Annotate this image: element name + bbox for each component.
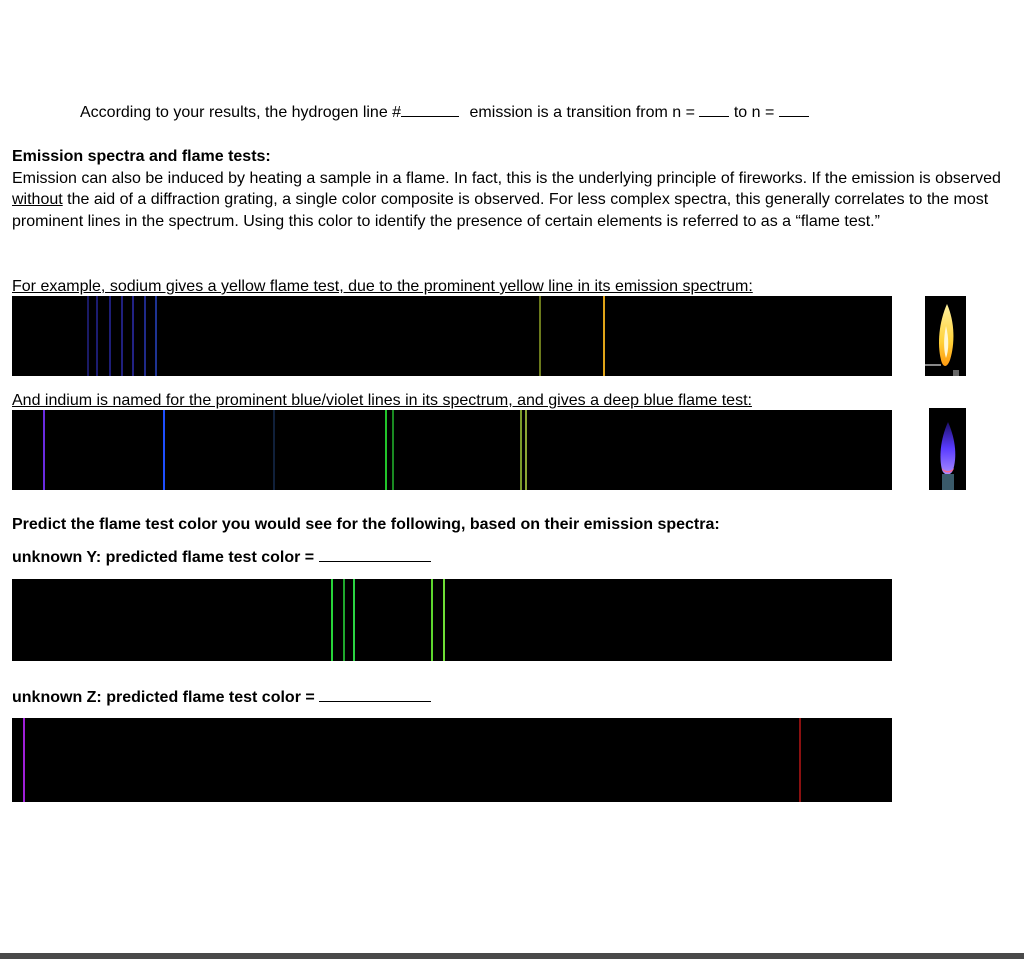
indium-emission-line [385, 410, 387, 490]
unknown-y-emission-line [331, 579, 333, 661]
indium-emission-line [392, 410, 394, 490]
n-final-blank[interactable] [779, 116, 809, 117]
body-text-1: Emission can also be induced by heating a sample in a flame. In fact, this is the underlying principle of fireworks. If the emission is observed [12, 169, 1001, 187]
sodium-emission-line [96, 296, 98, 376]
unknown-z-spectrum [12, 718, 892, 802]
bottom-scrollbar-track[interactable] [0, 953, 1024, 959]
unknown-y-emission-line [343, 579, 345, 661]
prediction-heading: Predict the flame test color you would see for the following, based on their emission spectra: [12, 516, 720, 533]
sodium-emission-line [109, 296, 111, 376]
unknown-y-spectrum [12, 579, 892, 661]
sodium-emission-line [87, 296, 89, 376]
question-part3: to n = [733, 104, 775, 121]
indium-emission-line [273, 410, 275, 490]
unknown-y-emission-line [353, 579, 355, 661]
underlined-word: without [12, 191, 63, 208]
unknown-z-emission-line [799, 718, 801, 802]
unknown-y-label: unknown Y: predicted flame test color = [12, 549, 315, 566]
unknown-z-emission-line [23, 718, 25, 802]
indium-flame-image [929, 408, 966, 490]
unknown-y-row [12, 547, 431, 569]
indium-emission-line [43, 410, 45, 490]
unknown-y-emission-line [431, 579, 433, 661]
section-heading: Emission spectra and flame tests: [12, 148, 271, 165]
sodium-emission-line [539, 296, 541, 376]
sodium-emission-line [144, 296, 146, 376]
body-text-2: the aid of a diffraction grating, a single color composite is observed. For less complex spectra, this generally correlates to the most prominent lines in the spectrum. Using this color to identify the presence of certain elements is referred to as a “flame test.” [12, 191, 989, 230]
sodium-emission-line [132, 296, 134, 376]
question-part2: emission is a transition from n = [469, 104, 695, 121]
indium-spectrum [12, 410, 892, 490]
sodium-spectrum [12, 296, 892, 376]
question-line [80, 102, 809, 124]
sodium-emission-line [155, 296, 157, 376]
unknown-z-label: unknown Z: predicted flame test color = [12, 689, 315, 706]
indium-emission-line [525, 410, 527, 490]
sodium-caption: For example, sodium gives a yellow flame test, due to the prominent yellow line in its emission spectrum: [12, 278, 753, 295]
n-initial-blank[interactable] [699, 116, 729, 117]
indium-emission-line [520, 410, 522, 490]
indium-emission-line [163, 410, 165, 490]
section-body [12, 168, 1017, 233]
unknown-y-emission-line [443, 579, 445, 661]
unknown-z-row [12, 687, 431, 709]
sodium-flame-image [925, 296, 966, 376]
sodium-emission-line [603, 296, 605, 376]
question-part1: According to your results, the hydrogen line # [80, 104, 402, 121]
indium-caption: And indium is named for the prominent blue/violet lines in its spectrum, and gives a deep blue flame test: [12, 392, 752, 409]
unknown-z-answer-blank[interactable] [319, 701, 431, 702]
unknown-y-answer-blank[interactable] [319, 561, 431, 562]
emission-section [12, 146, 1017, 232]
line-number-blank[interactable] [401, 116, 459, 117]
sodium-emission-line [121, 296, 123, 376]
